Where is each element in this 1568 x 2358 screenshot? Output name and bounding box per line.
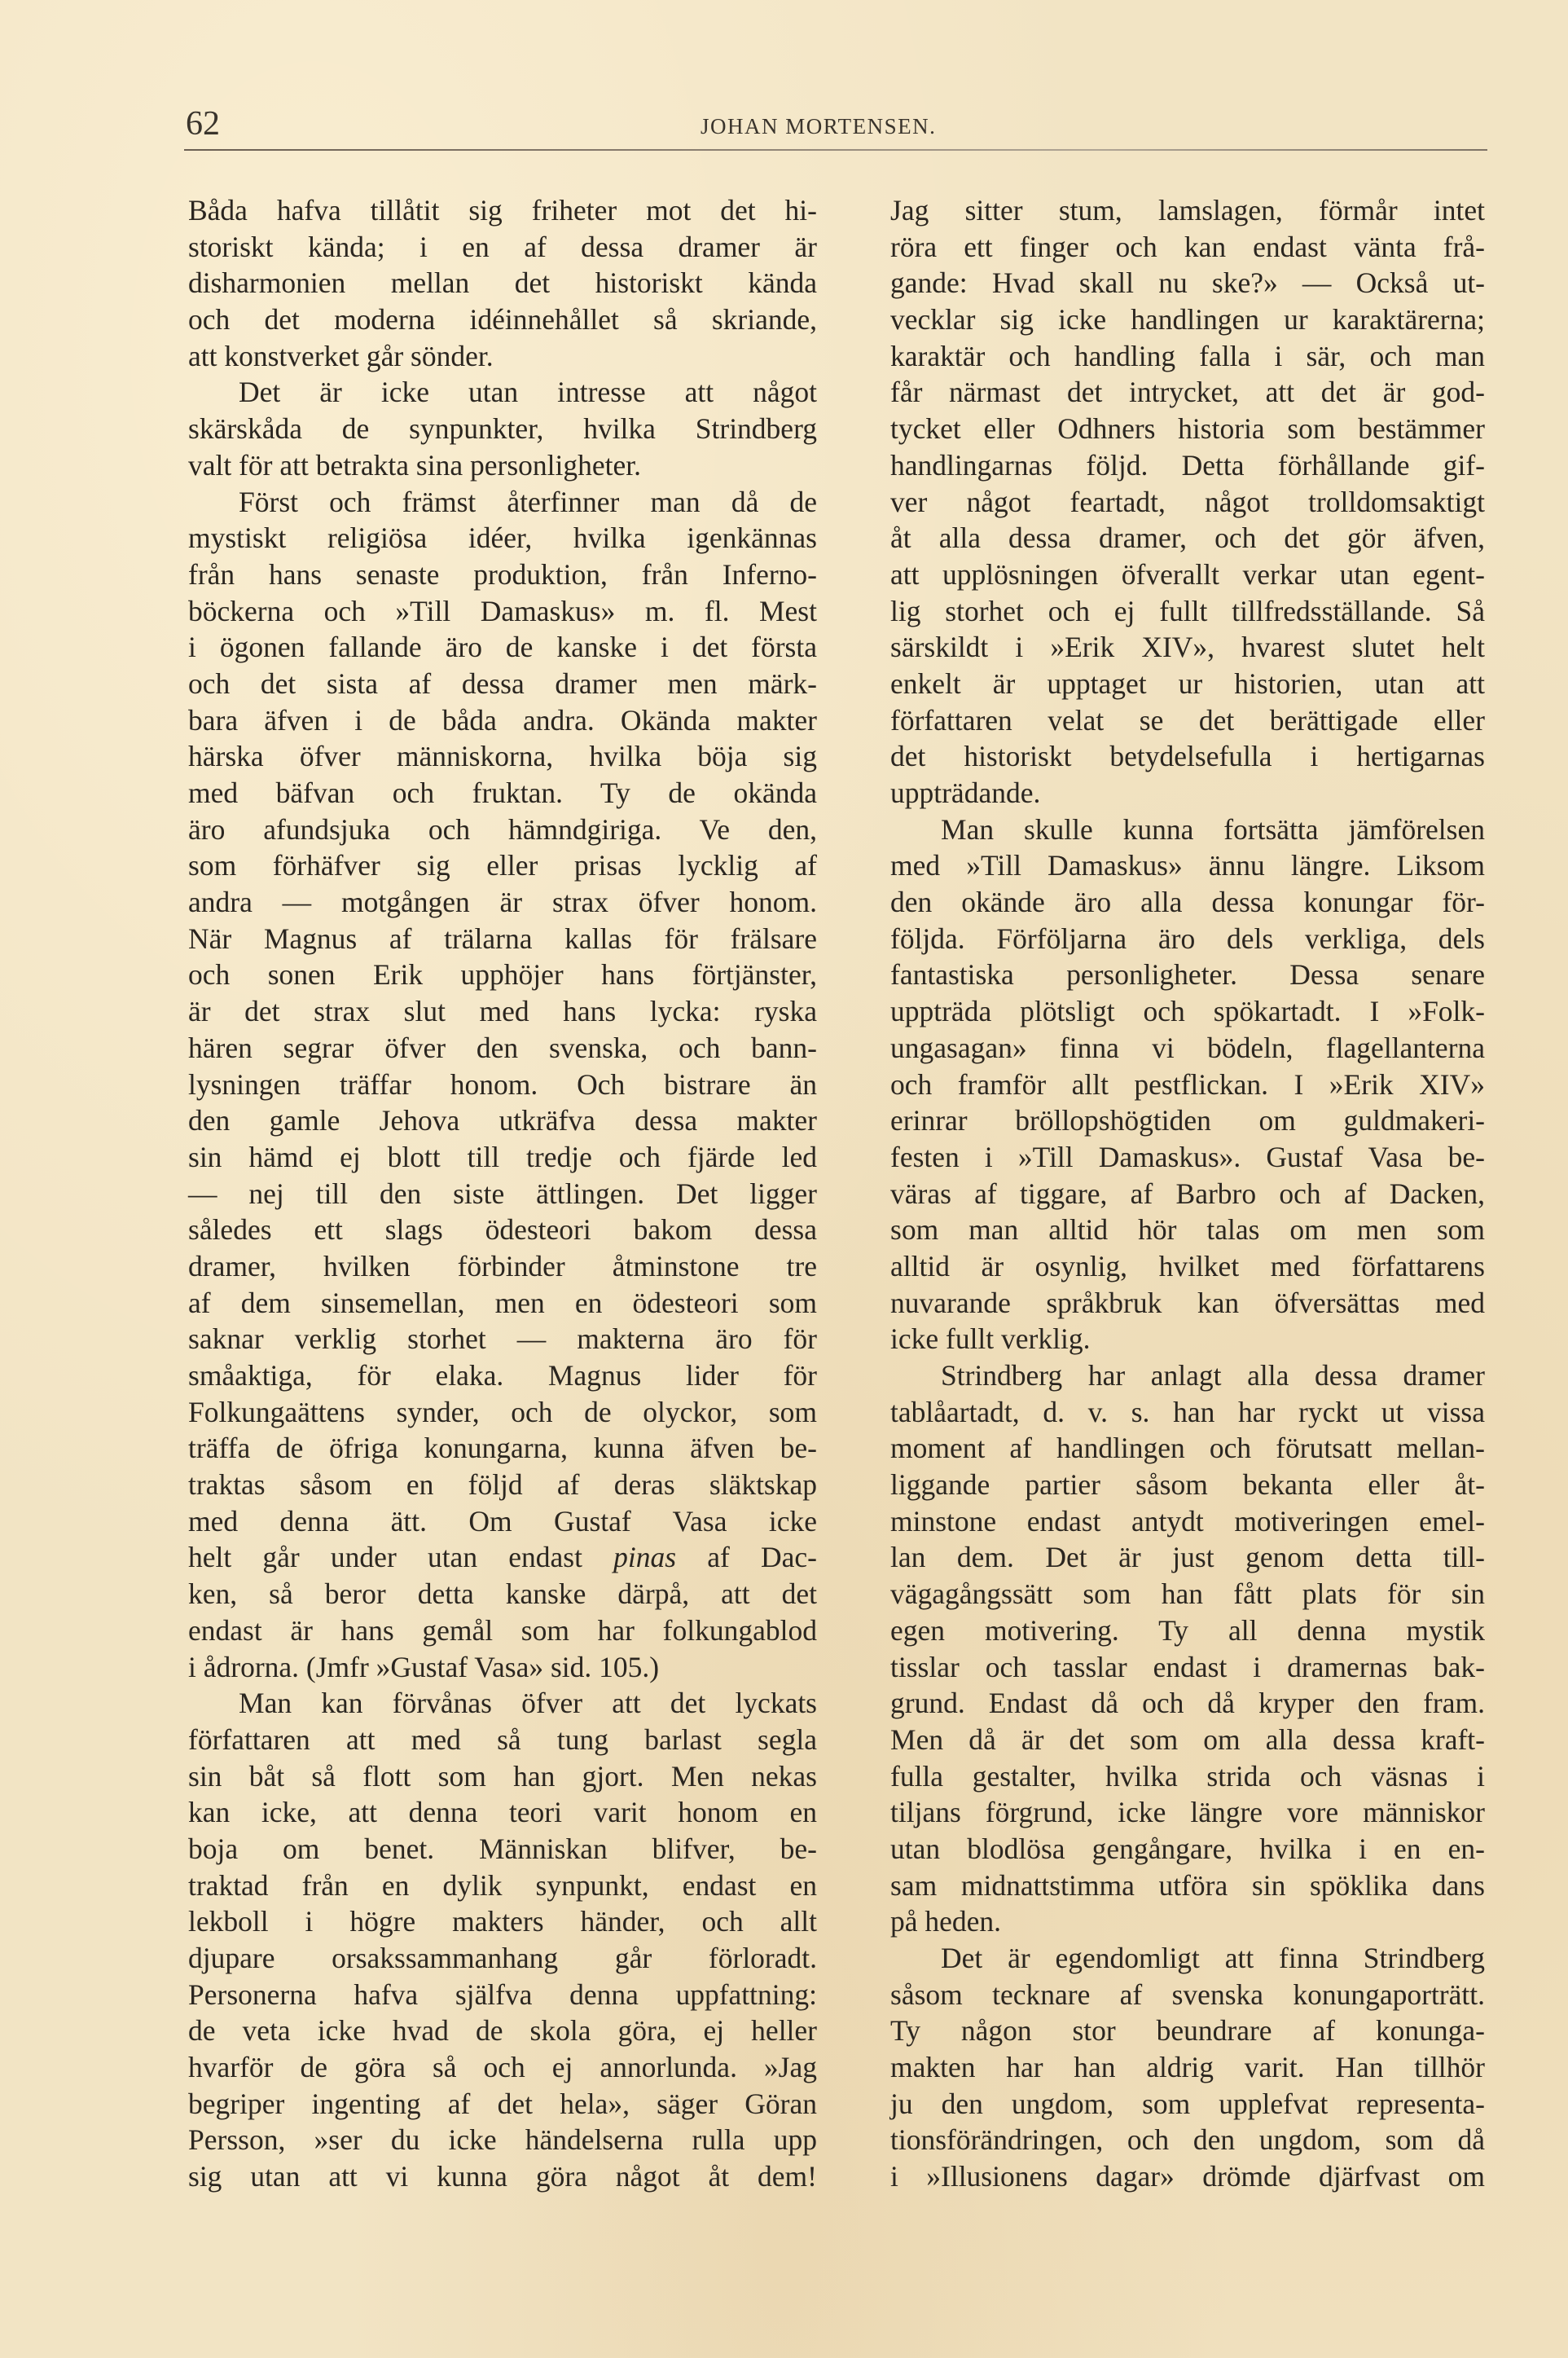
text-line: Personerna hafva själfva denna uppfattning: xyxy=(188,1977,817,2011)
text-segment: af Dac- xyxy=(676,1541,817,1574)
text-line: grund. Endast då och då kryper den fram. xyxy=(890,1687,1485,1720)
text-line: Folkungaättens synder, och de olyckor, som xyxy=(188,1395,817,1428)
text-line: handlingarnas följd. Detta förhållande gif- xyxy=(890,448,1485,482)
text-line: Det är egendomligt att finna Strindberg xyxy=(941,1942,1485,1974)
text-line: Man skulle kunna fortsätta jämförelsen xyxy=(941,812,1485,846)
text-line: träffa de öfriga konungarna, kunna äfven be- xyxy=(188,1432,817,1465)
right-column xyxy=(890,192,1485,2195)
text-line: och sonen Erik upphöjer hans förtjänster, xyxy=(188,958,817,992)
text-line: saknar verklig storhet — makterna äro för xyxy=(188,1322,817,1356)
text-line: tisslar och tasslar endast i dramernas bak- xyxy=(890,1650,1485,1683)
text-line: storiskt kända; i en af dessa dramer är xyxy=(188,230,817,263)
text-line: moment af handlingen och förutsatt mellan- xyxy=(890,1432,1485,1465)
text-line: egen motivering. Ty all denna mystik xyxy=(890,1613,1485,1647)
text-line xyxy=(188,1539,817,1576)
text-line: i ådrorna. (Jmfr »Gustaf Vasa» sid. 105.) xyxy=(188,1650,660,1683)
text-line: boja om benet. Människan blifver, be- xyxy=(188,1832,817,1865)
text-line: särskildt i »Erik XIV», hvarest slutet helt xyxy=(890,631,1485,664)
text-line: sin hämd ej blott till tredje och fjärde led xyxy=(188,1140,817,1173)
text-line: den okände äro alla dessa konungar för- xyxy=(890,886,1485,919)
text-line: äro afundsjuka och hämndgiriga. Ve den, xyxy=(188,812,817,846)
text-line: Det är icke utan intresse att något xyxy=(239,376,817,409)
text-line: tiljans förgrund, icke längre vore människor xyxy=(890,1796,1485,1829)
text-line: ju den ungdom, som upplefvat representa- xyxy=(890,2087,1485,2120)
header-rule xyxy=(184,149,1487,151)
text-line: får närmast det intrycket, att det är god- xyxy=(890,376,1485,409)
text-line: vägagångssätt som han fått plats för sin xyxy=(890,1577,1485,1611)
text-line: mystiskt religiösa idéer, hvilka igenkännas xyxy=(188,521,817,555)
text-line: När Magnus af trälarna kallas för frälsare xyxy=(188,922,817,955)
text-line: lan dem. Det är just genom detta till- xyxy=(890,1541,1485,1574)
text-line: minstone endast antydt motiveringen emel- xyxy=(890,1504,1485,1538)
text-line: den gamle Jehova utkräfva dessa makter xyxy=(188,1104,817,1137)
text-line: hvarför de göra så och ej annorlunda. »Jag xyxy=(188,2051,817,2084)
text-line: som förhäfver sig eller prisas lycklig af xyxy=(188,849,817,882)
text-line: Jag sitter stum, lamslagen, förmår intet xyxy=(890,194,1485,227)
text-line: kan icke, att denna teori varit honom en xyxy=(188,1796,817,1829)
text-line: vecklar sig icke handlingen ur karaktärerna; xyxy=(890,303,1485,337)
text-line: enkelt är upptaget ur historien, utan att xyxy=(890,666,1485,700)
text-line: småaktiga, för elaka. Magnus lider för xyxy=(188,1359,817,1392)
text-line: festen i »Till Damaskus». Gustaf Vasa be- xyxy=(890,1140,1485,1173)
text-line: väras af tiggare, af Barbro och af Dacken, xyxy=(890,1177,1485,1210)
text-line: djupare orsakssammanhang går förloradt. xyxy=(188,1942,817,1974)
text-line: Strindberg har anlagt alla dessa dramer xyxy=(941,1359,1485,1392)
text-line: uppträda plötsligt och spökartadt. I »Folk- xyxy=(890,995,1485,1028)
text-line: på heden. xyxy=(890,1905,1002,1938)
text-line: åt alla dessa dramer, och det gör äfven, xyxy=(890,521,1485,555)
text-line: med denna ätt. Om Gustaf Vasa icke xyxy=(188,1504,817,1538)
text-line: ken, så beror detta kanske därpå, att det xyxy=(188,1577,817,1611)
text-line: med bäfvan och fruktan. Ty de okända xyxy=(188,776,817,809)
text-line: — nej till den siste ättlingen. Det ligger xyxy=(188,1177,817,1210)
text-segment: helt går under utan endast xyxy=(188,1541,614,1574)
text-line: sam midnattstimma utföra sin spöklika dans xyxy=(890,1868,1485,1902)
text-line: makten har han aldrig varit. Han tillhör xyxy=(890,2051,1485,2084)
text-line: utan blodlösa gengångare, hvilka i en en- xyxy=(890,1832,1485,1865)
text-line: sig utan att vi kunna göra något åt dem! xyxy=(188,2160,817,2193)
text-line: röra ett finger och kan endast vänta frå- xyxy=(890,230,1485,263)
text-line: endast är hans gemål som har folkungablod xyxy=(188,1613,817,1647)
text-line: Båda hafva tillåtit sig friheter mot det hi- xyxy=(188,194,817,227)
text-line: såsom tecknare af svenska konungaporträtt. xyxy=(890,1977,1485,2011)
text-line: traktas såsom en följd af deras släktskap xyxy=(188,1468,817,1502)
text-line: författaren att med så tung barlast segla xyxy=(188,1722,817,1756)
text-line: skärskåda de synpunkter, hvilka Strindberg xyxy=(188,412,817,446)
text-line: och det moderna idéinnehållet så skriande, xyxy=(188,303,817,337)
text-line: i ögonen fallande äro de kanske i det första xyxy=(188,631,817,664)
text-line: från hans senaste produktion, från Inferno- xyxy=(188,557,817,591)
text-line: Persson, »ser du icke händelserna rulla upp xyxy=(188,2123,817,2157)
text-line: karaktär och handling falla i sär, och man xyxy=(890,339,1485,372)
text-line: lysningen träffar honom. Och bistrare än xyxy=(188,1067,817,1101)
text-line: Man kan förvånas öfver att det lyckats xyxy=(239,1687,817,1720)
text-line: det historiskt betydelsefulla i hertigarnas xyxy=(890,740,1485,773)
text-line: med »Till Damaskus» ännu längre. Liksom xyxy=(890,849,1485,882)
text-line: de veta icke hvad de skola göra, ej heller xyxy=(188,2014,817,2048)
text-line: uppträdande. xyxy=(890,776,1041,809)
text-line: valt för att betrakta sina personligheter. xyxy=(188,448,641,482)
text-line: gande: Hvad skall nu ske?» — Också ut- xyxy=(890,266,1485,300)
text-line: i »Illusionens dagar» drömde djärfvast om xyxy=(890,2160,1485,2193)
italic-word: pinas xyxy=(613,1541,677,1574)
text-line: fantastiska personligheter. Dessa senare xyxy=(890,958,1485,992)
text-line: fulla gestalter, hvilka strida och väsnas i xyxy=(890,1759,1485,1793)
text-line: att konstverket går sönder. xyxy=(188,339,494,372)
text-line: dramer, hvilken förbinder åtminstone tre xyxy=(188,1249,817,1282)
text-line: erinrar bröllopshögtiden om guldmakeri- xyxy=(890,1104,1485,1137)
text-line: tionsförändringen, och den ungdom, som då xyxy=(890,2123,1485,2157)
text-line: och framför allt pestflickan. I »Erik XIV» xyxy=(890,1067,1485,1101)
text-line: författaren velat se det berättigade eller xyxy=(890,703,1485,737)
text-line: icke fullt verklig. xyxy=(890,1322,1091,1356)
text-line: af dem sinsemellan, men en ödesteori som xyxy=(188,1286,817,1319)
text-line: således ett slags ödesteori bakom dessa xyxy=(188,1213,817,1247)
text-line: tablåartadt, d. v. s. han har ryckt ut vissa xyxy=(890,1395,1485,1428)
text-line: Ty någon stor beundrare af konunga- xyxy=(890,2014,1485,2048)
text-line: andra — motgången är strax öfver honom. xyxy=(188,886,817,919)
text-line: är det strax slut med hans lycka: ryska xyxy=(188,995,817,1028)
text-line: följda. Förföljarna äro dels verkliga, dels xyxy=(890,922,1485,955)
text-line: att upplösningen öfverallt verkar utan egent- xyxy=(890,557,1485,591)
text-line: ver något feartadt, något trolldomsaktigt xyxy=(890,485,1485,518)
text-line: böckerna och »Till Damaskus» m. fl. Mest xyxy=(188,594,817,627)
text-line: traktad från en dylik synpunkt, endast en xyxy=(188,1868,817,1902)
text-line: Men då är det som om alla dessa kraft- xyxy=(890,1722,1485,1756)
text-line: alltid är osynlig, hvilket med författarens xyxy=(890,1249,1485,1282)
text-line: begriper ingenting af det hela», säger Göran xyxy=(188,2087,817,2120)
text-line: och det sista af dessa dramer men märk- xyxy=(188,666,817,700)
text-line: liggande partier såsom bekanta eller åt- xyxy=(890,1468,1485,1502)
text-line: ungasagan» finna vi bödeln, flagellanterna xyxy=(890,1031,1485,1064)
text-line: lig storhet och ej fullt tillfredsställande. Så xyxy=(890,594,1485,627)
text-line: lekboll i högre makters händer, och allt xyxy=(188,1905,817,1938)
text-line: Först och främst återfinner man då de xyxy=(239,485,817,518)
text-line: disharmonien mellan det historiskt kända xyxy=(188,266,817,300)
left-column xyxy=(188,192,817,2195)
text-line: som man alltid hör talas om men som xyxy=(890,1213,1485,1247)
text-line: hären segrar öfver den svenska, och bann- xyxy=(188,1031,817,1064)
text-line: sin båt så flott som han gjort. Men nekas xyxy=(188,1759,817,1793)
text-line: nuvarande språkbruk kan öfversättas med xyxy=(890,1286,1485,1319)
running-title: JOHAN MORTENSEN. xyxy=(701,114,937,139)
page-number: 62 xyxy=(186,105,220,143)
text-line: härska öfver människorna, hvilka böja sig xyxy=(188,740,817,773)
text-line: tycket eller Odhners historia som bestämmer xyxy=(890,412,1485,446)
text-line: bara äfven i de båda andra. Okända makter xyxy=(188,703,817,737)
